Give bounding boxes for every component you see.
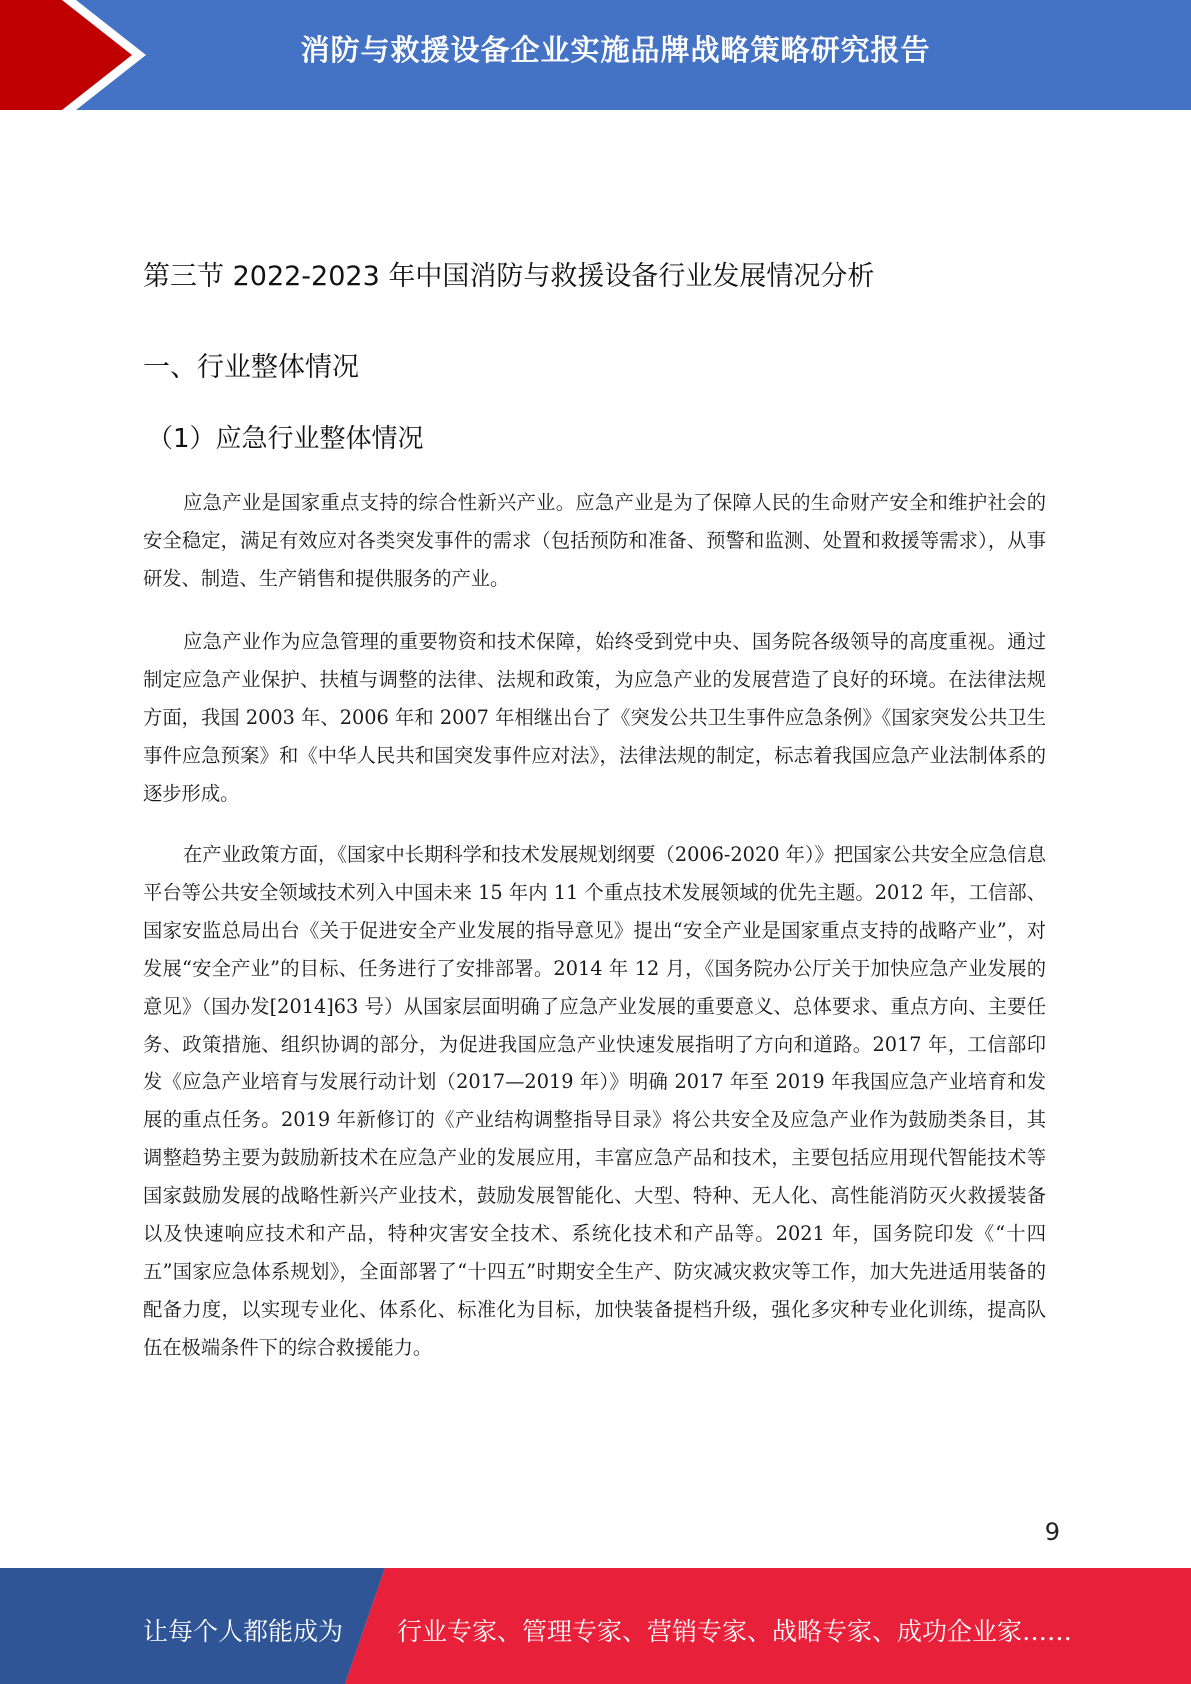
subsection-title: 一、行业整体情况 — [143, 352, 359, 383]
footer-slogan-left: 让每个人都能成为 — [143, 1617, 344, 1646]
footer-band — [0, 1568, 1191, 1684]
body-paragraph: 应急产业作为应急管理的重要物资和技术保障，始终受到党中央、国务院各级领导的高度重视。通过制定应急产业保护、扶植与调整的法律、法规和政策，为应急产业的发展营造了良好的环境。在法律法规方面，我国 2003 年、2006 年和 2007 年相继出台了《突发公共卫生事件应急条例》《国家突发公共卫生事件应急预案》和《中华人民共和国突发事件应对法》，法律法规的制定，标志着我国应急产业法制体系的逐步形成。 — [143, 630, 1046, 805]
body-paragraph: 在产业政策方面，《国家中长期科学和技术发展规划纲要（2006-2020 年）》把国家公共安全应急信息平台等公共安全领域技术列入中国未来 15 年内 11 个重点技术发展领域的优先主题。2012 年，工信部、国家安监总局出台《关于促进安全产业发展的指导意见》提出“安全产业是国家重点支持的战略产业”，对发展“安全产业”的目标、任务进行了安排部署。2014 年 12 月，《国务院办公厅关于加快应急产业发展的意见》（国办发[2014]63 号）从国家层面明确了应急产业发展的重要意义、总体要求、重点方向、主要任务、政策措施、组织协调的部分，为促进我国应急产业快速发展指明了方向和道路。2017 年，工信部印发《应急产业培育与发展行动计划（2017—2019 年）》明确 2017 年至 2019 年我国应急产业培育和发展的重点任务。2019 年新修订的《产业结构调整指导目录》将公共安全及应急产业作为鼓励类条目，其调整趋势主要为鼓励新技术在应急产业的发展应用，丰富应急产品和技术，主要包括应用现代智能技术等国家鼓励发展的战略性新兴产业技术，鼓励发展智能化、大型、特种、无人化、高性能消防灭火救援装备以及快速响应技术和产品，特种灾害安全技术、系统化技术和产品等。2021 年，国务院印发《“十四五”国家应急体系规划》，全面部署了“十四五”时期安全生产、防灾减灾救灾等工作，加大先进适用装备的配备力度，以实现专业化、体系化、标准化为目标，加快装备提档升级，强化多灾种专业化训练，提高队伍在极端条件下的综合救援能力。 — [143, 843, 1046, 1359]
footer-slogan-right: 行业专家、管理专家、营销专家、战略专家、成功企业家…… — [397, 1617, 1073, 1646]
body-paragraph: 应急产业是国家重点支持的综合性新兴产业。应急产业是为了保障人民的生命财产安全和维护社会的安全稳定，满足有效应对各类突发事件的需求（包括预防和准备、预警和监测、处置和救援等需求），从事研发、制造、生产销售和提供服务的产业。 — [143, 491, 1046, 590]
report-title: 消防与救援设备企业实施品牌战略策略研究报告 — [300, 33, 931, 67]
header-chevron-icon — [0, 0, 160, 110]
section-title: 第三节 2022-2023 年中国消防与救援设备行业发展情况分析 — [143, 261, 875, 292]
page-number: 9 — [1044, 1518, 1060, 1546]
header-band — [0, 0, 1191, 110]
item-title: （1）应急行业整体情况 — [147, 424, 424, 454]
